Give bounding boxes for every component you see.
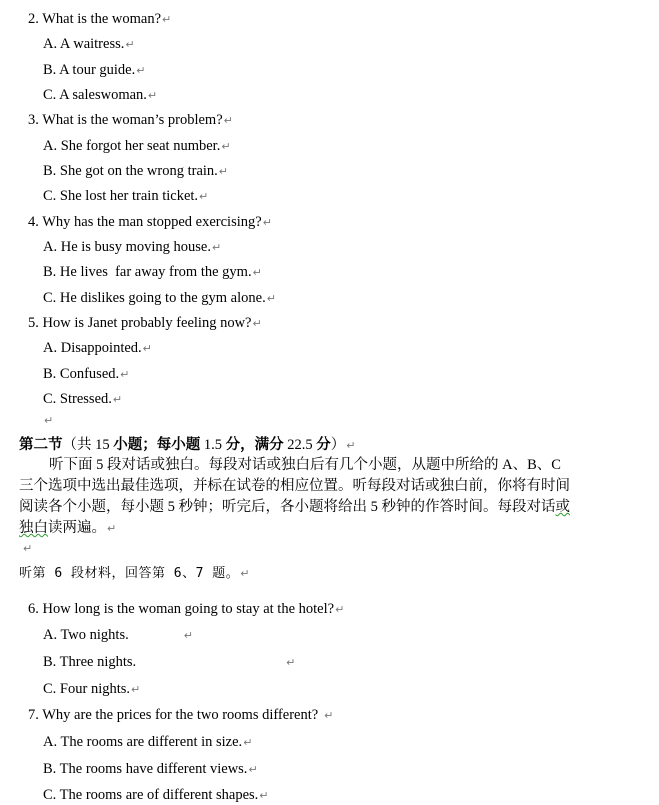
- question-6: 6. How long is the woman going to stay at the hotel?↵: [28, 601, 345, 617]
- paragraph-mark-icon: ↵: [240, 567, 251, 580]
- option-3b: B. She got on the wrong train.↵: [43, 163, 229, 179]
- paragraph-mark-icon: ↵: [162, 13, 172, 26]
- option-4b: B. He lives far away from the gym.↵: [43, 264, 262, 280]
- paragraph-mark-icon: ↵: [243, 736, 253, 749]
- option-4c: C. He dislikes going to the gym alone.↵: [43, 290, 276, 306]
- paragraph-mark-icon: ↵: [147, 89, 158, 102]
- question-text: 2. What is the woman?: [28, 11, 162, 27]
- empty-line: [22, 539, 32, 558]
- option-6c: C. Four nights.↵: [43, 681, 141, 697]
- paragraph-mark-icon: ↵: [221, 140, 231, 153]
- section-heading: 第二节（共 15 小题；每小题 1.5 分，满分 22.5 分）↵: [19, 437, 356, 453]
- paragraph-mark-icon: ↵: [131, 683, 141, 696]
- option-7a: A. The rooms are different in size.↵: [43, 734, 253, 750]
- question-2: [28, 10, 171, 29]
- paragraph-mark-icon: ↵: [183, 629, 193, 642]
- question-3: 3. What is the woman’s problem?↵: [28, 112, 233, 128]
- material-note: 听第 6 段材料，回答第 6、7 题。↵: [19, 566, 251, 581]
- paragraph-mark-icon: ↵: [120, 368, 130, 381]
- option-7b: B. The rooms have different views.↵: [43, 761, 258, 777]
- paragraph-mark-icon: ↵: [252, 266, 262, 279]
- option-6b: B. Three nights. ↵: [43, 654, 296, 670]
- paragraph-mark-icon: ↵: [223, 114, 233, 127]
- question-7: 7. Why are the prices for the two rooms different? ↵: [28, 707, 334, 723]
- empty-line: [43, 411, 53, 430]
- paragraph-mark-icon: ↵: [23, 542, 33, 555]
- paragraph-mark-icon: ↵: [199, 190, 209, 203]
- question-5: 5. How is Janet probably feeling now?↵: [28, 315, 262, 331]
- paragraph-mark-icon: ↵: [112, 393, 123, 406]
- paragraph-mark-icon: ↵: [107, 522, 117, 535]
- paragraph-mark-icon: ↵: [218, 165, 229, 178]
- option-2c: C. A saleswoman.↵: [43, 87, 158, 103]
- paragraph-mark-icon: ↵: [248, 763, 258, 776]
- paragraph-mark-icon: ↵: [335, 603, 345, 616]
- option-2a: A. A waitress.↵: [43, 36, 135, 52]
- option-2b: B. A tour guide.↵: [43, 62, 146, 78]
- paragraph-mark-icon: ↵: [211, 241, 222, 254]
- paragraph-mark-icon: ↵: [259, 789, 269, 802]
- option-4a: A. He is busy moving house.↵: [43, 239, 222, 255]
- paragraph-mark-icon: ↵: [44, 414, 54, 427]
- paragraph-mark-icon: ↵: [142, 342, 152, 355]
- question-4: 4. Why has the man stopped exercising?↵: [28, 214, 272, 230]
- spellcheck-underline: 或独白: [19, 499, 570, 536]
- paragraph-mark-icon: ↵: [324, 709, 334, 722]
- option-5b: B. Confused.↵: [43, 366, 130, 382]
- paragraph-mark-icon: ↵: [252, 317, 262, 330]
- paragraph-mark-icon: ↵: [262, 216, 272, 229]
- section-instructions: 听下面 5 段对话或独白。每段对话或独白后有几个小题，从题中所给的 A、B、C 三个选项中选出最佳选项，并标在试卷的相应位置。听每段对话或独白前，你将有时间阅读各个小题，每小题 5 秒钟；听完后，各小题将给出 5 秒钟的作答时间。每段对话或独白读两遍。↵: [19, 457, 570, 536]
- paragraph-mark-icon: ↵: [125, 38, 135, 51]
- option-6a: A. Two nights. ↵: [43, 627, 193, 643]
- option-3a: A. She forgot her seat number.↵: [43, 138, 231, 154]
- paragraph-mark-icon: ↵: [286, 656, 296, 669]
- option-7c: C. The rooms are of different shapes.↵: [43, 787, 269, 803]
- option-5c: C. Stressed.↵: [43, 391, 123, 407]
- paragraph-mark-icon: ↵: [346, 439, 356, 452]
- paragraph-mark-icon: ↵: [266, 292, 276, 305]
- option-3c: C. She lost her train ticket.↵: [43, 188, 209, 204]
- option-5a: A. Disappointed.↵: [43, 340, 152, 356]
- paragraph-mark-icon: ↵: [136, 64, 146, 77]
